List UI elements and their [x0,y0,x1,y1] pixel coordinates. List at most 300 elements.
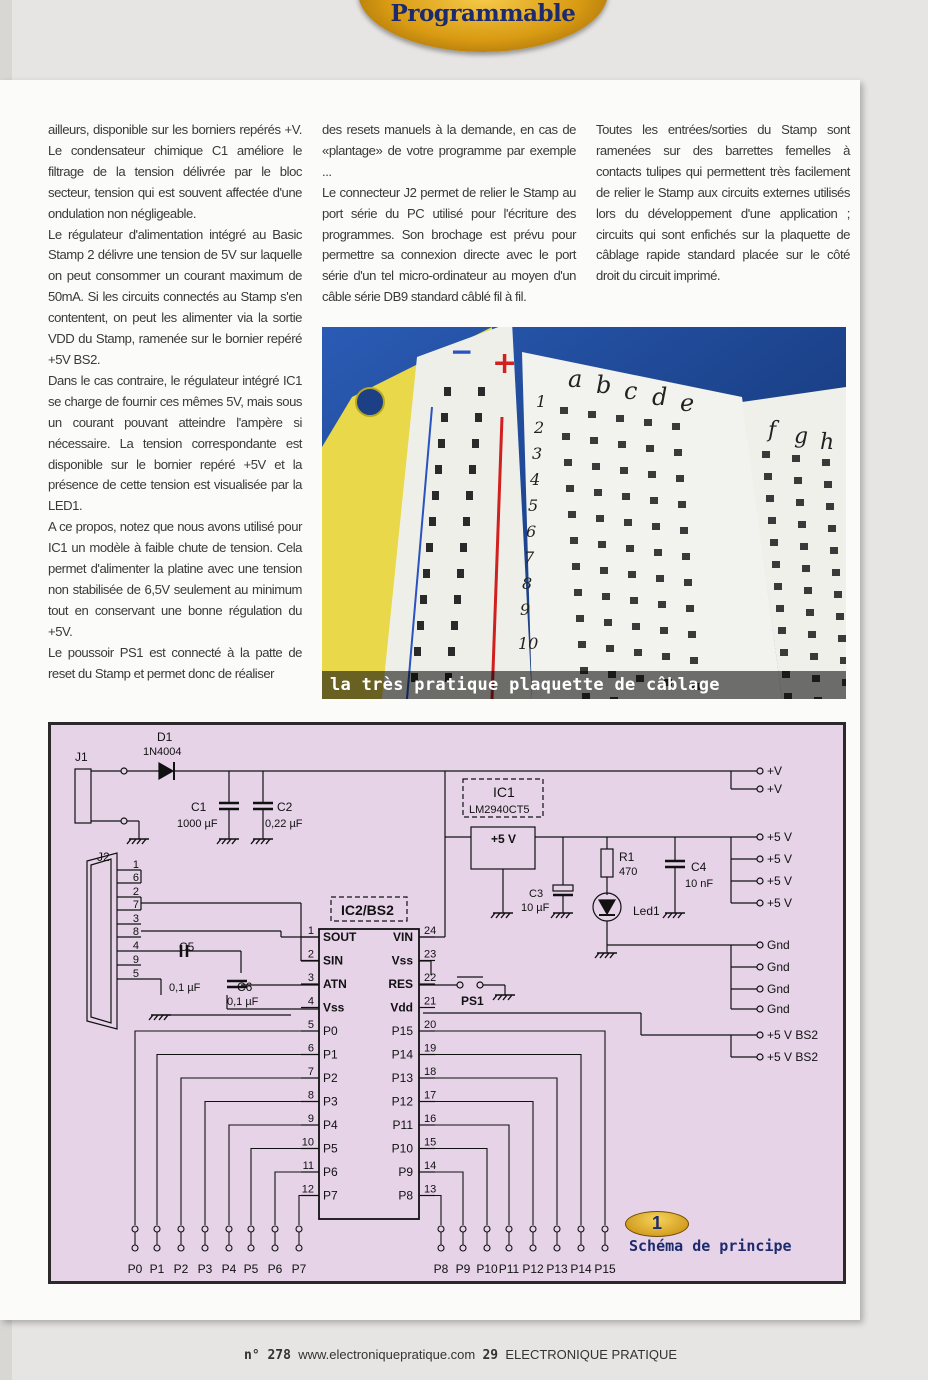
figure-number-badge [625,1211,689,1237]
hole [618,441,626,448]
io-label: P6 [267,1262,283,1276]
hole [840,657,846,664]
hole [776,605,784,612]
pin-name: P9 [398,1165,413,1179]
hole [774,583,782,590]
hole [417,621,424,630]
header-pin [248,1245,254,1251]
pin-number: 19 [424,1042,437,1055]
pin-name: P12 [391,1094,413,1109]
hole [682,553,690,560]
hole [836,613,844,620]
hole [426,543,433,552]
hole [444,387,451,396]
hole [606,645,614,652]
io-label: P10 [476,1262,498,1276]
io-label: P3 [197,1262,213,1276]
ground-hatch [261,839,265,844]
component-label: 10 µF [521,902,550,914]
hole [454,595,461,604]
hole [688,631,696,638]
ground-hatch [561,913,565,918]
header-pin [484,1226,490,1232]
hole [652,523,660,530]
hole [594,489,602,496]
header-pin [484,1245,490,1251]
paragraph: Dans le cas contraire, le régulateur intégré IC1 se charge de fournir ces mêmes 5V, mais sous un courant pouvant atteindre l'ampère si nécessaire. La tension correspondante est disponible sur le bornier repéré +5V et la présence de cette tension est visualisée par la LED1. [48,372,302,514]
pin-number: 23 [424,948,437,961]
hole [630,597,638,604]
ground-hatch [501,913,505,918]
ground-hatch [556,913,560,918]
pin-number: 20 [424,1019,437,1031]
pin-number: 18 [424,1066,437,1078]
column-letter: a [568,365,583,393]
paragraph: des resets manuels à la demande, en cas de «plantage» de votre programme par exemple ... [322,122,576,179]
hole [420,595,427,604]
hole [596,515,604,522]
pin-name: SIN [323,953,344,968]
column-letter: e [680,389,695,417]
component-label: LM2940CT5 [469,804,530,816]
header-pin [248,1226,254,1232]
circuit-drawing [51,725,843,1281]
io-bus-lines [132,1031,608,1251]
hole [570,537,578,544]
text-column-2 [322,120,576,308]
hole [828,525,836,532]
hole [438,439,445,448]
hole [475,413,482,422]
terminal-label: Gnd [767,960,790,974]
hole [678,501,686,508]
pin-number: 12 [301,1183,314,1196]
hole [598,541,606,548]
component-label: R1 [619,850,635,864]
db9-pin-number: 2 [132,886,139,898]
hole [768,517,776,524]
bus-line [181,1078,301,1225]
bus-line [251,1149,301,1226]
hole [662,653,670,660]
hole [463,517,470,526]
hole [794,477,802,484]
component-label: J2 [97,850,110,864]
photo-caption: la très pratique plaquette de câblage [330,675,720,695]
hole [626,545,634,552]
io-label: P0 [127,1262,143,1276]
pin-name: ATN [323,977,347,991]
terminal-label: +5 V [767,852,793,866]
hole [566,485,574,492]
pin-number: 3 [307,972,314,984]
ground-hatch [227,839,231,844]
hole [766,495,774,502]
breadboard-illustration [322,327,846,699]
pin-name: SOUT [323,930,357,944]
hole [834,591,842,598]
pin-number: 2 [307,948,314,961]
pin-name: P15 [391,1024,413,1038]
hole [616,415,624,422]
header-pin [554,1226,560,1232]
terminal-label: Gnd [767,982,790,996]
hole [588,411,596,418]
db9-pin-number: 5 [132,968,139,980]
hole [432,491,439,500]
hole [824,481,832,488]
ground-hatch [266,839,270,844]
hole [457,569,464,578]
hole [560,407,568,414]
hole [448,647,455,656]
component-label: C3 [529,888,544,900]
ground-hatch [159,1015,163,1020]
ground-hatch [668,913,672,918]
pin-name: P2 [323,1071,338,1085]
ground-hatch [610,953,614,958]
hole [796,499,804,506]
hole [628,571,636,578]
db9-pin-number: 3 [132,913,139,925]
db9-pin-number: 1 [132,859,139,871]
hole [632,623,640,630]
bus-line [435,1102,533,1226]
pin-number: 14 [424,1160,437,1172]
rail-minus-sign: − [450,335,474,368]
bus-line [435,1149,487,1226]
ground-hatch [506,913,510,918]
header-pin [296,1226,302,1232]
pin-name: P5 [323,1141,338,1156]
terminal-label: Gnd [767,938,790,952]
db9-pin-number: 9 [132,954,139,966]
bus-line [435,1055,581,1226]
header-pin [438,1245,444,1251]
ground-hatch [232,839,236,844]
column-letter: g [794,424,809,449]
hole [576,615,584,622]
header-pin [272,1245,278,1251]
header-pin [296,1245,302,1251]
hole [684,579,692,586]
hole [838,635,846,642]
page-number: 29 [482,1348,499,1363]
header-pin [178,1245,184,1251]
io-label: P14 [570,1262,592,1276]
text-column-1 [48,120,302,684]
bus-line [275,1172,301,1225]
component-label: J1 [75,750,88,764]
rail-plus-sign: + [492,346,518,381]
terminal-label: +5 V [767,896,793,910]
header-pin [506,1226,512,1232]
component-label: 0,1 µF [169,982,201,994]
ground-hatch [498,995,502,1000]
hole [646,445,654,452]
schematic-diagram [48,722,846,1284]
paragraph: Le poussoir PS1 est connecté à la patte de reset du Stamp et permet donc de réaliser [48,644,302,681]
ground-hatch [673,913,677,918]
ground-hatch [678,913,682,918]
component-label: 470 [619,866,638,878]
hole [469,465,476,474]
pin-name: P14 [391,1047,413,1062]
header-pin [460,1226,466,1232]
ground-hatch [154,1015,158,1020]
hole [770,539,778,546]
bus-line [435,1031,605,1225]
hole [460,543,467,552]
hole [620,467,628,474]
header-pin [530,1245,536,1251]
component-label: IC2/BS2 [341,902,394,918]
ground-hatch [493,995,497,1000]
row-number: 8 [522,574,533,593]
row-number: 2 [534,418,545,437]
hole [429,517,436,526]
terminal-label: Gnd [767,1002,790,1016]
hole [764,473,772,480]
component-label: D1 [157,730,173,744]
hole [806,609,814,616]
hole [686,605,694,612]
hole [562,433,570,440]
hole [592,463,600,470]
pin-number: 22 [424,972,437,984]
ground-hatch [222,839,226,844]
hole [822,459,830,466]
hole [800,543,808,550]
component-label: IC1 [493,784,515,800]
pin-name: VIN [392,930,413,944]
io-label: P13 [546,1262,568,1276]
pin-name: RES [388,977,413,991]
ground-hatch [142,839,146,844]
header-pin [178,1226,184,1232]
header-pin [578,1226,584,1232]
terminal-label: +V [767,782,783,796]
ground-hatch [256,839,260,844]
component-label: 0,1 µF [227,996,259,1008]
pin-name: P8 [398,1188,413,1203]
row-number: 7 [524,548,535,567]
hole [762,451,770,458]
hole [435,465,442,474]
db9-pin-number: 7 [132,899,139,911]
text-column-3 [596,120,850,287]
row-number: 3 [532,444,543,463]
hole [590,437,598,444]
header-pin [132,1245,138,1251]
io-label: P7 [291,1262,307,1276]
header-pin [438,1226,444,1232]
hole [644,419,652,426]
hole [792,455,800,462]
pin-number: 10 [301,1136,314,1149]
pin-name: P4 [323,1118,338,1132]
figure-number: 1 [651,1213,662,1233]
pin-name: P6 [323,1165,338,1179]
ground-hatch [137,839,141,844]
header-pin [554,1245,560,1251]
header-pin [226,1245,232,1251]
bus-line [229,1125,301,1225]
row-number: 4 [530,470,541,489]
pin-number: 16 [424,1113,437,1125]
component-label: +5 V [491,832,517,846]
hole [568,511,576,518]
bus-line [299,1196,301,1226]
header-pin [154,1245,160,1251]
pin-name: P7 [323,1188,338,1203]
header-pin [460,1245,466,1251]
hole [622,493,630,500]
hole [564,459,572,466]
header-pin [154,1226,160,1232]
component-label: PS1 [461,994,484,1008]
row-number: 6 [526,522,537,541]
page-footer [244,1347,677,1363]
website-url: www.electroniquepratique.com [298,1347,476,1362]
pin-number: 21 [424,995,437,1008]
hole [832,569,840,576]
terminal-label: +5 V BS2 [767,1028,819,1042]
ground-hatch [595,953,599,958]
pin-number: 8 [307,1089,314,1102]
schematic-labels [75,730,818,1276]
header-pin [602,1226,608,1232]
ground-hatch [605,953,609,958]
ground-hatch [600,953,604,958]
component-label: C6 [237,980,253,994]
breadboard-photo [322,327,846,699]
hole [830,547,838,554]
hole [802,565,810,572]
hole [634,649,642,656]
pin-name: P3 [323,1094,338,1109]
column-letter: f [768,418,777,443]
bus-line [205,1102,301,1226]
hole [778,627,786,634]
pin-name: P13 [391,1071,413,1085]
pin-number: 13 [424,1183,437,1196]
ground-hatch [508,995,512,1000]
io-label: P8 [433,1262,449,1276]
header-pin [578,1245,584,1251]
pin-number: 6 [307,1042,314,1055]
ground-hatch [566,913,570,918]
ground-hatch [491,913,495,918]
hole [772,561,780,568]
bus-line [135,1031,301,1225]
header-pin [202,1226,208,1232]
ground-hatch [164,1015,168,1020]
header-pin [226,1226,232,1232]
component-label: 1N4004 [143,746,182,758]
header-pin [530,1226,536,1232]
db9-pin-number: 8 [132,926,139,938]
row-number: 1 [536,392,547,411]
component-label: C4 [691,860,707,874]
pin-number: 9 [307,1113,314,1125]
hole [680,527,688,534]
ground-hatch [503,995,507,1000]
pin-number: 24 [424,925,437,937]
terminal-label: +5 V [767,830,793,844]
component-label: C1 [191,800,207,814]
paragraph: ailleurs, disponible sur les borniers repérés +V. Le condensateur chimique C1 améliore le filtrage de la tension délivrée par le bloc secteur, tension qui est souvent affectée d'une ondulation non négligeable. [48,122,302,221]
column-letter: h [820,430,835,455]
pin-number: 1 [307,925,314,937]
db9-pin-number: 6 [132,872,139,884]
section-badge [358,0,608,52]
component-label: 1000 µF [177,818,218,830]
io-label: P4 [221,1262,237,1276]
pin-number: 5 [307,1019,314,1031]
hole [690,657,698,664]
header-pin [132,1226,138,1232]
terminal-label: +5 V [767,874,793,888]
ground-hatch [149,1015,153,1020]
hole [780,649,788,656]
pin-name: Vss [391,953,413,968]
bus-line [435,1125,509,1225]
pin-number: 17 [424,1089,437,1102]
column-letter: b [596,371,612,399]
pin-name: P0 [323,1024,338,1038]
ground-hatch [251,839,255,844]
hole [466,491,473,500]
hole [660,627,668,634]
hole [654,549,662,556]
schematic-title: Schéma de principe [629,1237,792,1255]
pin-name: Vdd [390,1000,413,1015]
header-pin [506,1245,512,1251]
ground-hatch [663,913,667,918]
ground-hatch [551,913,555,918]
row-number: 9 [520,600,531,619]
chip-pins [301,937,435,1196]
terminal-label: +5 V BS2 [767,1050,819,1064]
hole [810,653,818,660]
paragraph: Le connecteur J2 permet de relier le Stamp au port série du PC utilisé pour l'écriture des programmes. Son brochage est prévu pour permettre sa connexion directe avec le port série d'un tel micro-ordinateur au moyen d'un câble série DB9 standard câblé fil à fil. [322,184,576,305]
bus-line [435,1078,557,1225]
column-letter: d [652,383,668,411]
hole [656,575,664,582]
component-label: C5 [179,940,195,954]
hole [574,589,582,596]
hole [602,593,610,600]
hole [572,563,580,570]
hole [676,475,684,482]
hole [804,587,812,594]
row-number: 10 [518,634,539,653]
terminal-label: +V [767,764,783,778]
ground-hatch [496,913,500,918]
paragraph: A ce propos, notez que nous avons utilisé pour IC1 un modèle à faible chute de tension. Cela permet d'alimenter la platine avec une tension non stabilisée de 6,5V seulement au minimum tout en conservant une bonne régulation du +5V. [48,519,302,639]
io-label: P1 [149,1262,165,1276]
hole [648,471,656,478]
hole [451,621,458,630]
hole [423,569,430,578]
hole [674,449,682,456]
component-label: 0,22 µF [265,818,303,830]
pin-name: P1 [323,1047,338,1062]
hole [798,521,806,528]
hole [672,423,680,430]
io-label: P2 [173,1262,189,1276]
